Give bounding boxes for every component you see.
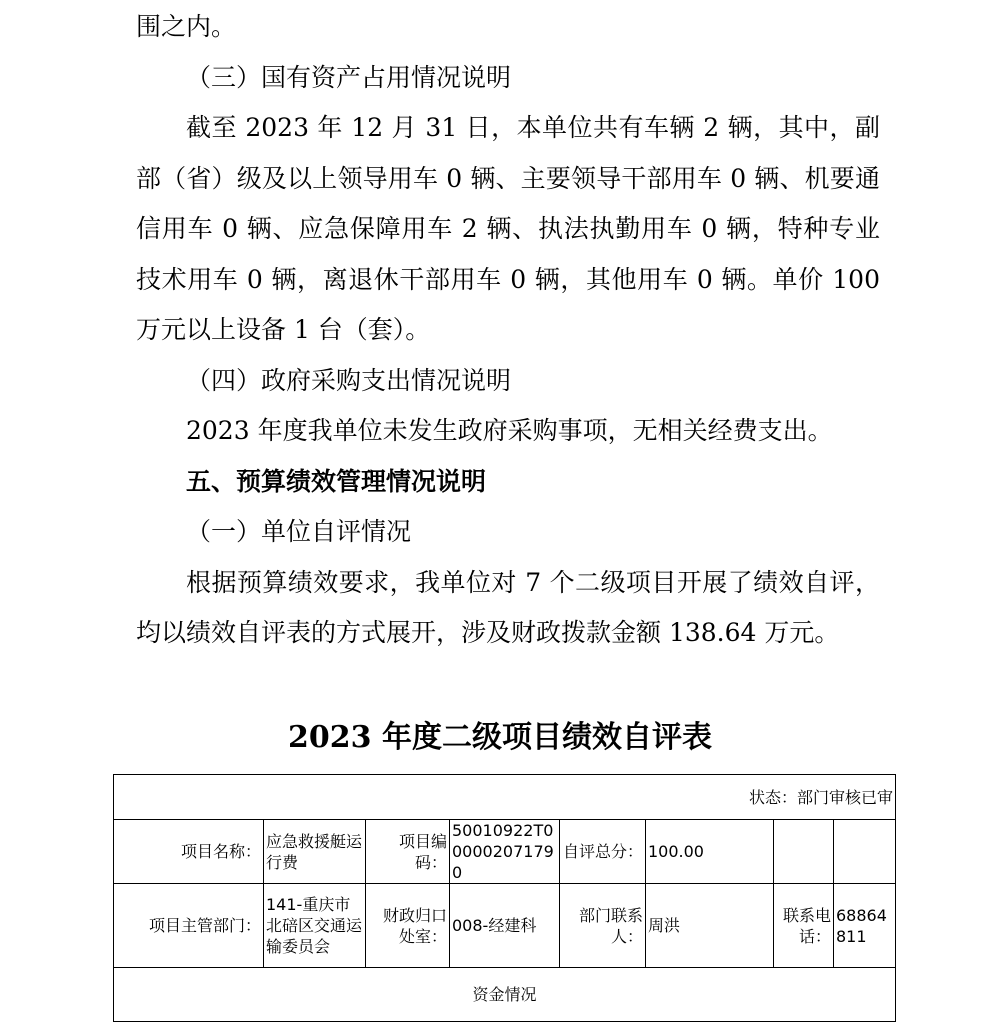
contact-label: 部门联系人：: [560, 884, 646, 968]
section-heading-performance: 五、预算绩效管理情况说明: [186, 466, 487, 496]
empty-cell: [834, 820, 896, 884]
paragraph-continuation: 围之内。: [136, 12, 237, 41]
project-name-value: 应急救援艇运行费: [264, 820, 366, 884]
report-body: [136, 2, 880, 659]
dept-label: 项目主管部门：: [114, 884, 264, 968]
funds-heading: 资金情况: [114, 968, 896, 1022]
project-code-label: 项目编码：: [366, 820, 450, 884]
contact-value: 周洪: [646, 884, 774, 968]
section-heading-procurement: （四）政府采购支出情况说明: [186, 365, 512, 395]
empty-cell: [774, 820, 834, 884]
finance-value: 008-经建科: [450, 884, 560, 968]
score-label: 自评总分：: [560, 820, 646, 884]
section-heading-assets: （三）国有资产占用情况说明: [186, 62, 512, 92]
phone-label: 联系电话：: [774, 884, 834, 968]
table-title: 2023 年度二级项目绩效自评表: [288, 720, 712, 755]
finance-label: 财政归口处室：: [366, 884, 450, 968]
paragraph-procurement: 2023 年度我单位未发生政府采购事项，无相关经费支出。: [186, 416, 833, 445]
phone-value: 68864811: [834, 884, 896, 968]
paragraph-self-eval: 根据预算绩效要求，我单位对 7 个二级项目开展了绩效自评，均以绩效自评表的方式展开，涉及财政拨款金额 138.64 万元。: [136, 567, 880, 647]
dept-value: 141-重庆市北碚区交通运输委员会: [264, 884, 366, 968]
status-cell: 状态：部门审核已审: [114, 775, 896, 820]
project-name-label: 项目名称：: [114, 820, 264, 884]
section-heading-self-eval: （一）单位自评情况: [186, 517, 412, 546]
paragraph-assets: 截至 2023 年 12 月 31 日，本单位共有车辆 2 辆，其中，副部（省）级及以上领导用车 0 辆、主要领导干部用车 0 辆、机要通信用车 0 辆、应急保障用车 2 辆、执法执勤用车 0 辆，特种专业技术用车 0 辆，离退休干部用车 0 辆，其他用车 0 辆。单价 100 万元以上设备 1 台（套）。: [136, 113, 880, 344]
project-code-value: 50010922T000002071790: [450, 820, 560, 884]
self-eval-table: [113, 774, 896, 1022]
score-value: 100.00: [646, 820, 774, 884]
